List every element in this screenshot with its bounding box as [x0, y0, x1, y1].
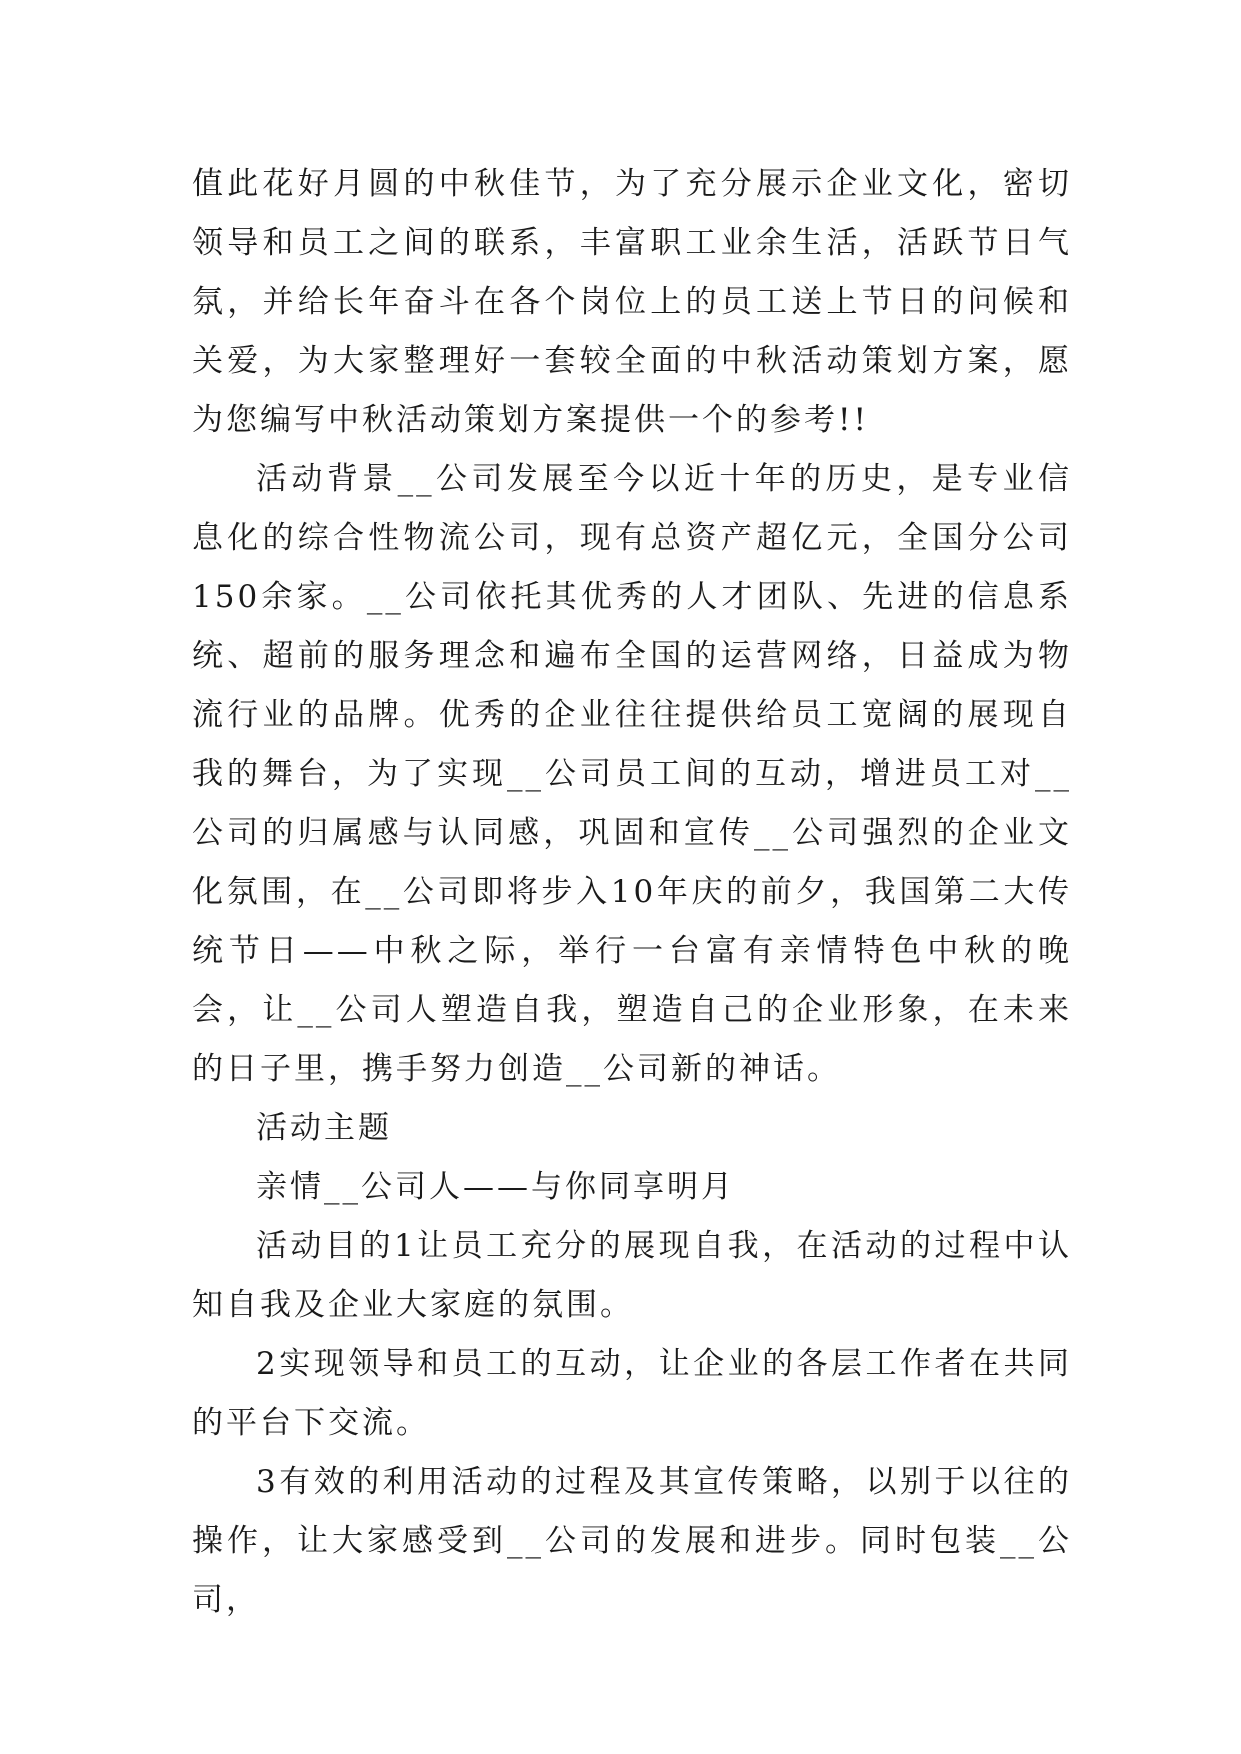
purpose-item-1: 活动目的1让员工充分的展现自我，在活动的过程中认知自我及企业大家庭的氛围。	[192, 1228, 1072, 1323]
background-paragraph: 活动背景__公司发展至今以近十年的历史，是专业信息化的综合性物流公司，现有总资产超亿元，全国分公司150余家。__公司依托其优秀的人才团队、先进的信息系统、超前的服务理念和遍布全国的运营网络，日益成为物流行业的品牌。优秀的企业往往提供给员工宽阔的展现自我的舞台，为了实现__公司员工间的互动，增进员工对__公司的归属感与认同感，巩固和宣传__公司强烈的企业文化氛围，在__公司即将步入10年庆的前夕，我国第二大传统节日——中秋之际，举行一台富有亲情特色中秋的晚会，让__公司人塑造自我，塑造自己的企业形象，在未来的日子里，携手努力创造__公司新的神话。	[192, 461, 1072, 1087]
purpose-item-2: 2实现领导和员工的互动，让企业的各层工作者在共同的平台下交流。	[192, 1346, 1072, 1441]
intro-paragraph: 值此花好月圆的中秋佳节，为了充分展示企业文化，密切领导和员工之间的联系，丰富职工业余生活，活跃节日气氛，并给长年奋斗在各个岗位上的员工送上节日的问候和关爱，为大家整理好一套较全面的中秋活动策划方案，愿为您编写中秋活动策划方案提供一个的参考!!	[192, 166, 1072, 438]
theme-text: 亲情__公司人——与你同享明月	[256, 1169, 735, 1205]
document-body	[192, 155, 1072, 1630]
theme-heading: 活动主题	[256, 1110, 392, 1146]
purpose-item-3: 3有效的利用活动的过程及其宣传策略，以别于以往的操作，让大家感受到__公司的发展和进步。同时包装__公司，	[192, 1464, 1072, 1618]
